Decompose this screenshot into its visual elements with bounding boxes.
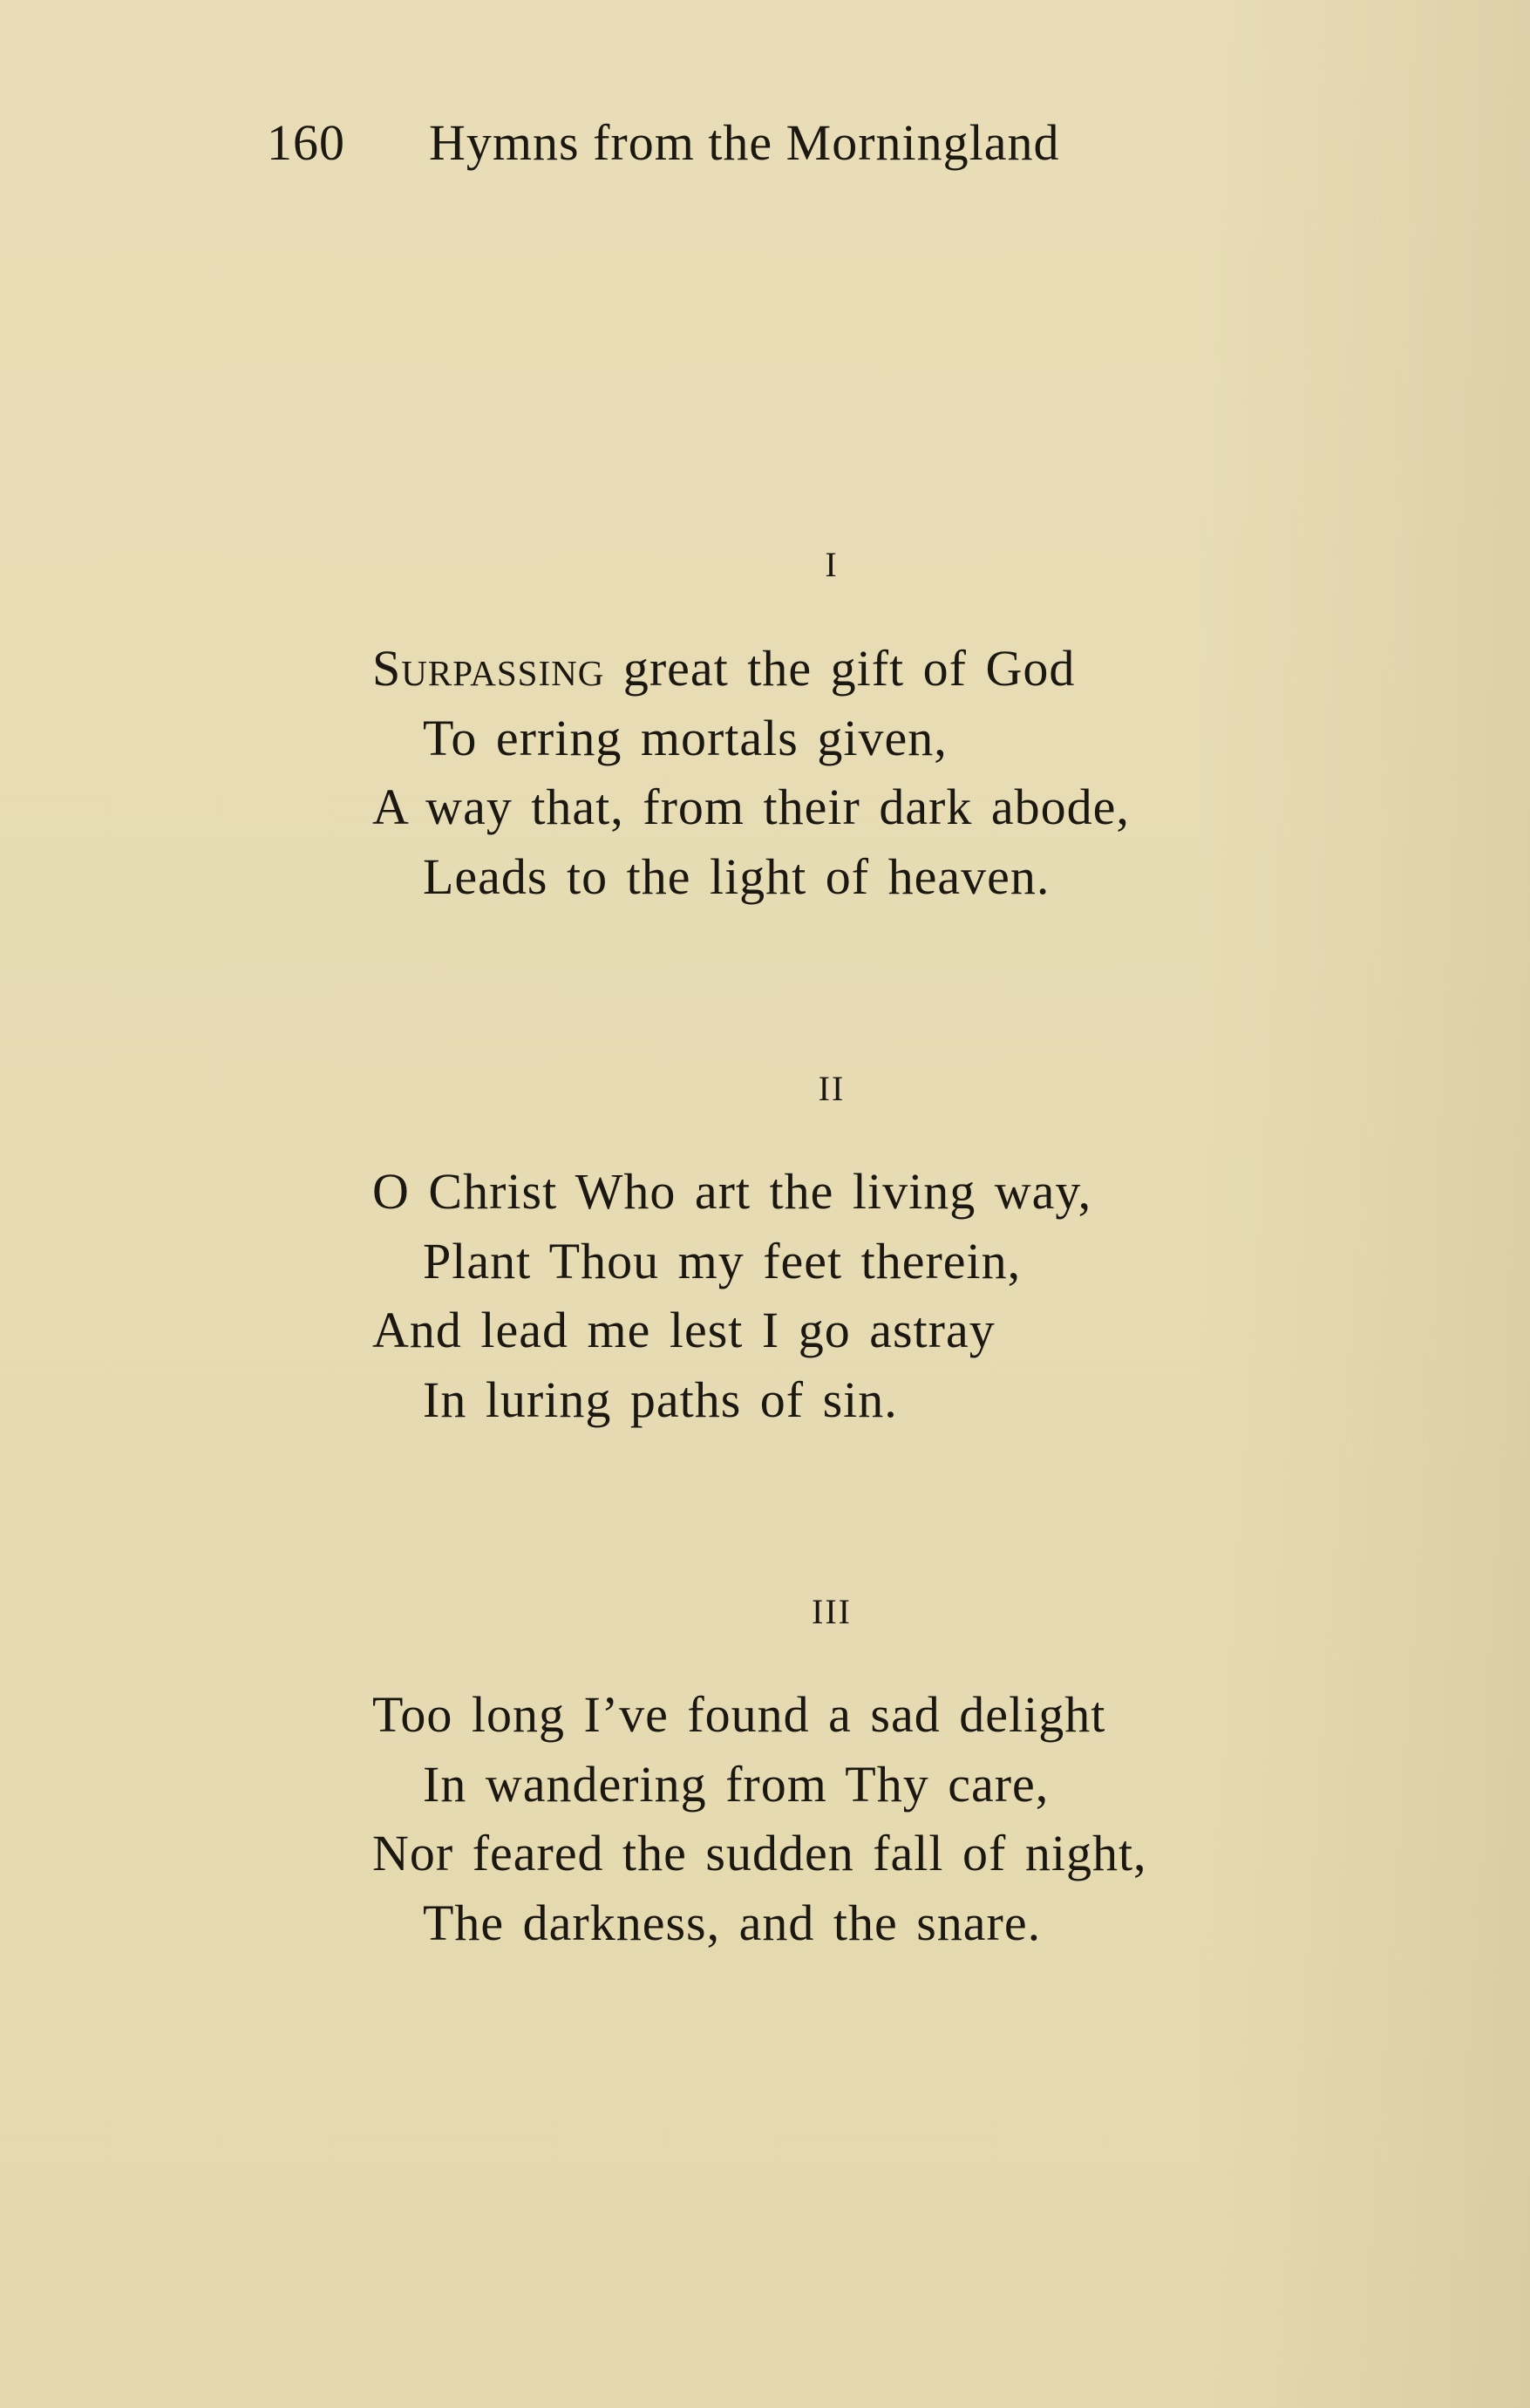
page-header [267,113,1060,172]
verse-line: Too long I’ve found a sad delight [372,1686,1106,1743]
verse-line: Leads to the light of heaven. [423,848,1051,905]
page-number: 160 [267,114,345,171]
verse-line-text: great the gift of God [604,640,1076,697]
stanza-numeral-3: III [812,1592,852,1631]
verse-line: To erring mortals given, [423,710,948,766]
stanza-numeral-2: II [818,1069,846,1108]
verse-line: The darkness, and the snare. [423,1894,1042,1951]
verse-line: In wandering from Thy care, [423,1756,1050,1813]
verse-line [372,639,1075,697]
verse-line: O Christ Who art the living way, [372,1163,1092,1220]
verse-line: And lead me lest I go astray [372,1302,996,1358]
opening-word: Surpassing [372,640,605,697]
verse-line: In luring paths of sin. [423,1371,898,1428]
verse-line: Nor feared the sudden fall of night, [372,1825,1147,1881]
stanza-numeral-1: I [825,545,839,584]
running-title: Hymns from the Morningland [429,114,1060,171]
verse-line: Plant Thou my feet therein, [423,1233,1022,1289]
verse-line: A way that, from their dark abode, [372,779,1130,835]
